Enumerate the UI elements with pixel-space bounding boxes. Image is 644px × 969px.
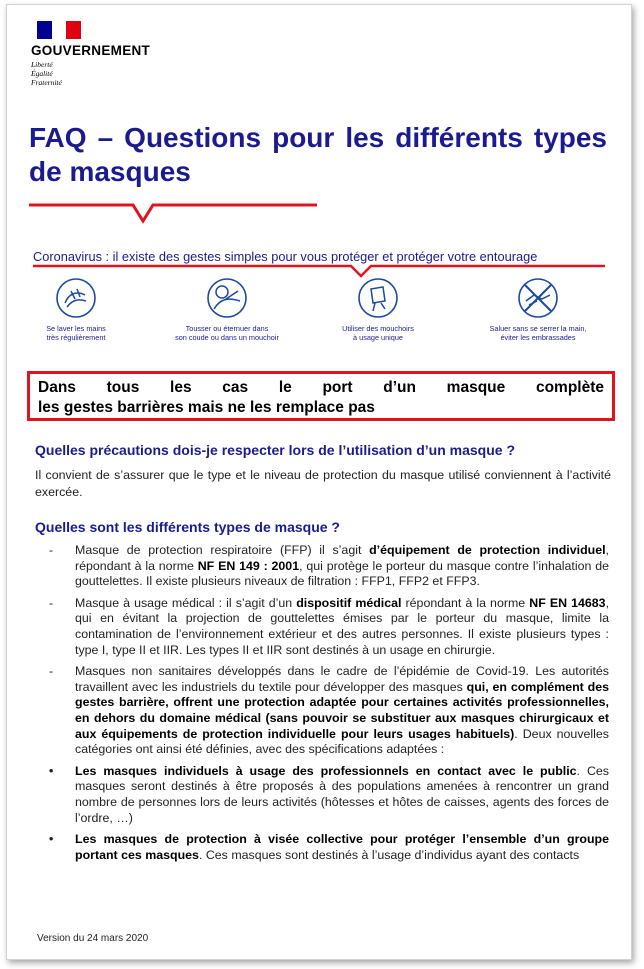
question-precautions: Quelles précautions dois-je respecter lors de l’utilisation d’un masque ? <box>35 442 516 458</box>
hand-washing-icon <box>55 277 97 319</box>
sneeze-elbow-icon <box>206 277 248 319</box>
french-flag-icon <box>37 21 81 39</box>
version-footer: Version du 24 mars 2020 <box>37 933 149 944</box>
warning-box <box>27 371 615 421</box>
list-item-medical: - Masque à usage médical : il s’agit d’un dispositif médical répondant à la norme NF EN 14683, qui en évitant la projection de gouttelettes émises par le porteur du masque, limite la contamination de l’environnement extérieur et des autres personnes. Il existe plusieurs types : type I, type II et IIR. Les types II et IIR sont destinés à un usage en chirurgie. <box>35 596 609 658</box>
speech-bubble-underline <box>29 201 329 227</box>
motto: Liberté Égalité Fraternité <box>31 60 62 87</box>
question-mask-types: Quelles sont les différents types de masque ? <box>35 519 340 535</box>
gesture-tissue: Utiliser des mouchoirs à usage unique <box>313 277 443 342</box>
page-title: FAQ – Questions pour les différents types de masques <box>29 122 607 187</box>
barrier-gestures <box>33 277 605 349</box>
mask-types-list <box>35 543 609 869</box>
government-logo <box>31 21 150 87</box>
warning-line-1: Dans tous les cas le port d’un masque complète <box>38 379 604 396</box>
answer-precautions: Il convient de s’assurer que le type et le niveau de protection du masque utilisé conviennent à l’activité exercée. <box>35 468 611 499</box>
list-item-individual: • Les masques individuels à usage des professionnels en contact avec le public. Ces masques seront destinés à être proposés à des populations amenées à rencontrer un grand nombre de personnes lors de leurs activités (hôtesses et hôtes de caisses, agents des forces de l’ordre, …) <box>35 764 609 826</box>
warning-line-2: les gestes barrières mais ne les remplace pas <box>38 399 375 416</box>
government-label: GOUVERNEMENT <box>31 43 151 58</box>
no-handshake-icon <box>517 277 559 319</box>
tissue-icon <box>357 277 399 319</box>
list-item-ffp: - Masque de protection respiratoire (FFP) il s’agit d’équipement de protection individuel, répondant à la norme NF EN 149 : 2001, qui protège le porteur du masque contre l’inhalation de gouttelettes. Il existe plusieurs niveaux de filtration : FFP1, FFP2 et FFP3. <box>35 543 609 590</box>
document-page <box>6 4 632 960</box>
gesture-sneeze-elbow: Tousser ou éternuer dans son coude ou dans un mouchoir <box>159 277 295 342</box>
list-item-non-sanitary: - Masques non sanitaires développés dans le cadre de l’épidémie de Covid-19. Les autorités travaillent avec les industriels du textile pour développer des masques qui, en complément des gestes barrière, offrent une protection adaptée pour certaines activités professionnelles, en dehors du domaine médical (sans pouvoir se substituer aux masques chirurgicaux et aux équipements de protection individuelle pour leurs usages habituels). Deux nouvelles catégories ont ainsi été définies, avec des spécifications adaptées : <box>35 664 609 758</box>
gesture-no-handshake: Saluer sans se serrer la main, éviter les embrassades <box>467 277 609 342</box>
coronavirus-banner-title: Coronavirus : il existe des gestes simples pour vous protéger et protéger votre entourage <box>33 249 538 264</box>
gesture-hand-washing: Se laver les mains très régulièrement <box>11 277 141 342</box>
list-item-collective: • Les masques de protection à visée collective pour protéger l’ensemble d’un groupe portant ces masques. Ces masques sont destinés à l’usage d’individus ayant des contacts <box>35 832 609 863</box>
